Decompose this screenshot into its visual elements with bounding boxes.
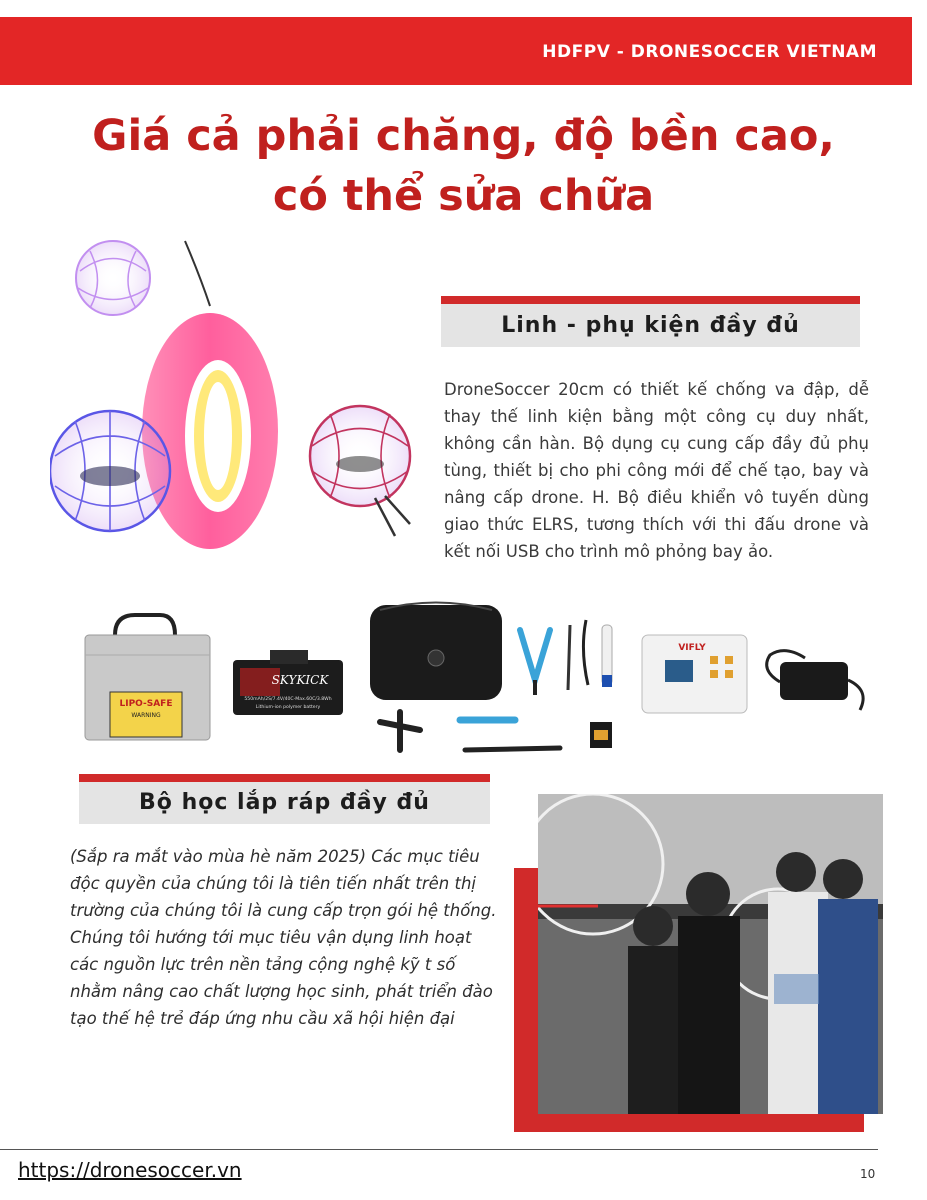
- charger-brand: VIFLY: [678, 643, 706, 653]
- drone-ball-small: [76, 241, 150, 315]
- section1-heading-box: [441, 304, 860, 347]
- section2-heading-box: [79, 782, 490, 824]
- section1-body: DroneSoccer 20cm có thiết kế chống va đập, dễ thay thế linh kiện bằng một công cụ duy nhất, không cần hàn. Bộ dụng cụ cung cấp đầy đủ phụ tùng, thiết bị cho phi công mới để chế tạo, bay và nâng cấp drone. H. Bộ điều khiển vô tuyến dùng giao thức ELRS, tương thích với thi đấu drone và kết nối USB cho trình mô phỏng bay ảo.: [444, 380, 869, 561]
- battery-brand: SKYKICK: [271, 673, 329, 687]
- vifly-charger: [642, 635, 747, 713]
- products-strip: [80, 600, 880, 770]
- battery-subtitle: Lithium-ion polymer battery: [255, 705, 321, 710]
- drone-goal-image: [50, 236, 440, 556]
- footer-website-link[interactable]: https://dronesoccer.vn: [18, 1158, 242, 1182]
- header-brand: HDFPV - DRONESOCCER VIETNAM: [542, 42, 877, 62]
- section2-heading: Bộ học lắp ráp đầy đủ: [139, 790, 430, 815]
- title-line-1: Giá cả phải chăng, độ bền cao,: [92, 111, 835, 161]
- tool-case: [370, 603, 502, 701]
- section2-body: (Sắp ra mắt vào mùa hè năm 2025) Các mục tiêu độc quyền của chúng tôi là tiên tiến nhất trên thị trường của chúng tôi là cung cấp trọn gói hệ thống. Chúng tôi hướng tới mục tiêu vận dụng linh hoạt các nguồn lực trên nền tảng cộng nghệ kỹ t số nhằm nâng cao chất lượng học sinh, phát triển đào tạo thế hệ trẻ đáp ứng nhu cầu xã hội hiện đại: [70, 847, 497, 1028]
- lipo-bag-warning: WARNING: [131, 712, 161, 719]
- section2-accent-bar: [79, 774, 490, 782]
- lipo-bag-label: LIPO-SAFE: [119, 699, 173, 709]
- tool-set: [380, 712, 612, 750]
- drone-ball-blue: [50, 411, 170, 531]
- drone-ball-red: [310, 406, 410, 536]
- footer-divider: [0, 1149, 878, 1150]
- page-title: [0, 106, 927, 226]
- section1-accent-bar: [441, 296, 860, 304]
- page-number: 10: [860, 1167, 876, 1181]
- pliers: [520, 620, 612, 695]
- section1-heading: Linh - phụ kiện đầy đủ: [501, 313, 800, 338]
- battery-spec: 550mAh/2S/7.4V/40C-Max.60C/3.8Wh: [244, 697, 332, 702]
- lipo-safe-bag: [85, 615, 210, 740]
- skykick-battery: [233, 650, 343, 715]
- title-line-2: có thể sửa chữa: [272, 171, 655, 221]
- students-photo: [538, 794, 883, 1114]
- power-adapter: [767, 651, 863, 710]
- goal-ring: [142, 313, 278, 549]
